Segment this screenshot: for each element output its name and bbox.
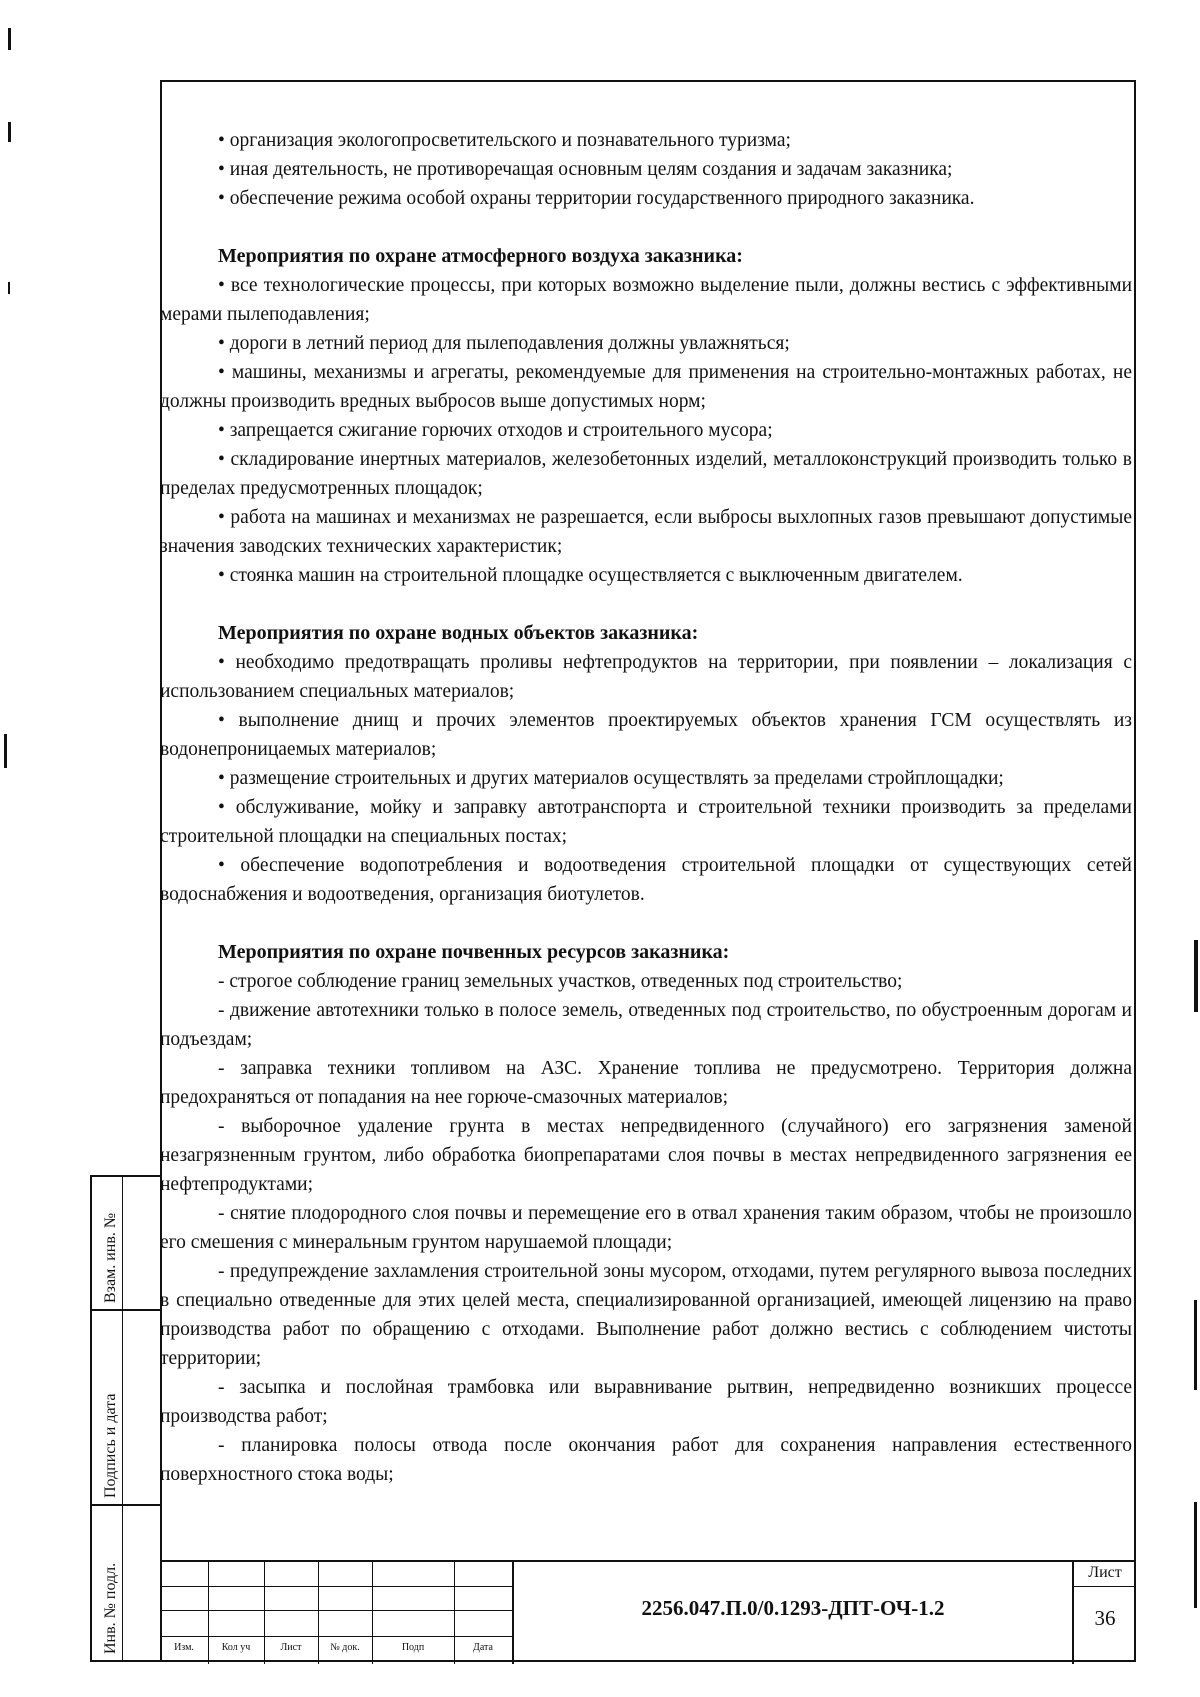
col-data: Дата [473, 1642, 493, 1653]
list-item: • складирование инертных материалов, железобетонных изделий, металлоконструкций производить только в пределах предусмотренных площадок; [160, 449, 1132, 499]
section-heading-water: Мероприятия по охране водных объектов заказника: [218, 622, 699, 644]
scan-mark [8, 28, 11, 50]
list-item: • размещение строительных и других материалов осуществлять за пределами стройплощадки; [218, 768, 1004, 789]
scan-mark [1194, 940, 1198, 1012]
scan-mark [1194, 1502, 1197, 1608]
col-podp: Подп [401, 1642, 425, 1653]
list-item: • обслуживание, мойку и заправку автотранспорта и строительной техники производить за пределами строительной площадки на специальных постах; [160, 797, 1132, 847]
side-label-vzam: Взам. инв. № [102, 1212, 119, 1303]
list-item: • обеспечение водопотребления и водоотведения строительной площадки от существующих сетей водоснабжения и водоотведения, организация биотулетов. [160, 855, 1132, 905]
list-item: • запрещается сжигание горючих отходов и строительного мусора; [218, 420, 773, 441]
section-heading-soil: Мероприятия по охране почвенных ресурсов заказника: [218, 941, 730, 963]
revision-table [160, 1562, 514, 1664]
sheet-box [1072, 1562, 1136, 1664]
side-cell-podpis [90, 1311, 160, 1506]
sheet-number: 36 [1094, 1606, 1116, 1630]
sheet-label: Лист [1088, 1564, 1122, 1581]
list-item: • дороги в летний период для пылеподавления должны увлажняться; [218, 333, 790, 354]
scan-mark [1194, 1300, 1197, 1390]
scan-mark [8, 282, 10, 294]
list-item: - засыпка и послойная трамбовка или выравнивание рытвин, непредвиденно возникших процессе производства работ; [160, 1377, 1132, 1427]
scan-mark [8, 122, 11, 142]
list-item: • все технологические процессы, при которых возможно выделение пыли, должны вестись с эффективными мерами пылеподавления; [160, 275, 1132, 325]
side-cell-vzam [90, 1175, 160, 1311]
list-item: • выполнение днищ и прочих элементов проектируемых объектов хранения ГСМ осуществлять из водонепроницаемых материалов; [160, 710, 1132, 760]
list-item: - движение автотехники только в полосе земель, отведенных под строительство, по обустроенным дорогам и подъездам; [160, 1000, 1132, 1050]
document-code: 2256.047.П.0/0.1293-ДПТ-ОЧ-1.2 [641, 1596, 945, 1620]
side-label-inv: Инв. № подл. [102, 1562, 119, 1654]
list-item: - выборочное удаление грунта в местах непредвиденного (случайного) его загрязнения заменой незагрязненным грунтом, либо обработка биопрепаратами слоя почвы в местах непредвиденного загрязнения ее нефтепродуктами; [160, 1116, 1132, 1195]
intro-item: • обеспечение режима особой охраны территории государственного природного заказника. [218, 188, 975, 209]
col-n-dok: № док. [330, 1642, 360, 1653]
col-izm: Изм. [174, 1642, 194, 1653]
list-item: • необходимо предотвращать проливы нефтепродуктов на территории, при появлении – локализация с использованием специальных материалов; [160, 652, 1132, 702]
col-kol-uch: Кол уч [221, 1642, 251, 1653]
list-item: • работа на машинах и механизмах не разрешается, если выбросы выхлопных газов превышают допустимые значения заводских технических характеристик; [160, 507, 1132, 557]
list-item: - предупреждение захламления строительной зоны мусором, отходами, путем регулярного вывоза последних в специально отведенные для этих целей места, специализированной организацией, имеющей лицензию на право производства работ по обращению с отходами. Выполнение работ должно вестись с соблюдением чистоты территории; [160, 1261, 1132, 1369]
col-list: Лист [280, 1642, 302, 1653]
list-item: • стоянка машин на строительной площадке осуществляется с выключенным двигателем. [218, 565, 963, 586]
scan-mark [4, 734, 7, 768]
list-item: • машины, механизмы и агрегаты, рекомендуемые для применения на строительно-монтажных работах, не должны производить вредных выбросов выше допустимых норм; [160, 362, 1132, 412]
side-label-podpis: Подпись и дата [102, 1393, 119, 1498]
title-block [160, 1560, 1136, 1664]
list-item: - планировка полосы отвода после окончания работ для сохранения направления естественного поверхностного стока воды; [160, 1435, 1132, 1485]
intro-item: • иная деятельность, не противоречащая основным целям создания и задачам заказника; [218, 159, 953, 180]
side-cell-inv [90, 1506, 160, 1662]
section-heading-air: Мероприятия по охране атмосферного воздуха заказника: [218, 245, 743, 267]
document-body [160, 126, 1138, 1489]
intro-item: • организация экологопросветительского и познавательного туризма; [218, 130, 791, 151]
list-item: - строгое соблюдение границ земельных участков, отведенных под строительство; [218, 971, 903, 992]
list-item: - заправка техники топливом на АЗС. Хранение топлива не предусмотрено. Территория должна предохраняться от попадания на нее горюче-смазочных материалов; [160, 1058, 1132, 1108]
list-item: - снятие плодородного слоя почвы и перемещение его в отвал хранения таким образом, чтобы не произошло его смешения с минеральным грунтом нарушаемой площади; [160, 1203, 1132, 1253]
